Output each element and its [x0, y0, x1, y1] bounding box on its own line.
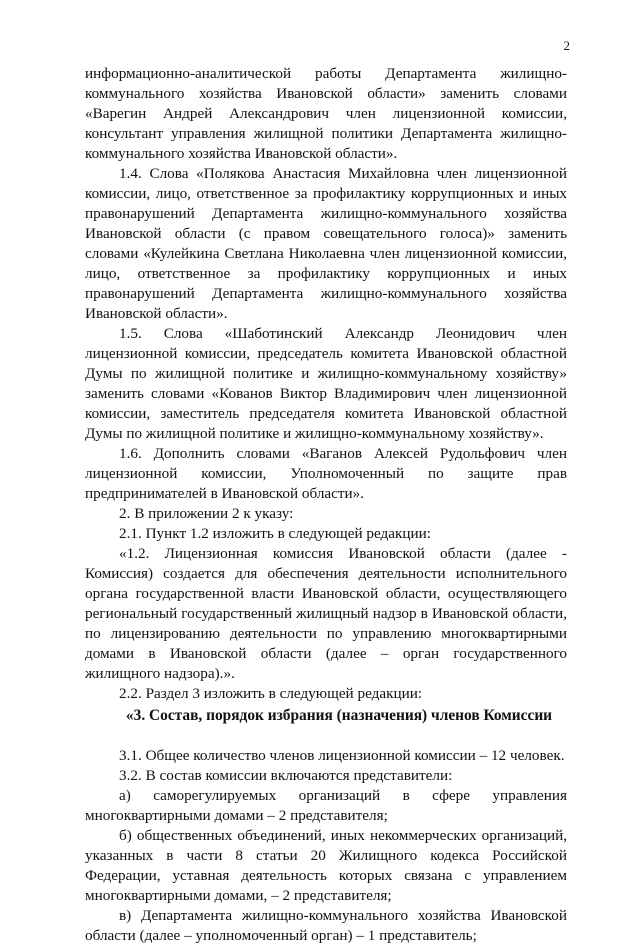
paragraph-item-2: 2. В приложении 2 к указу: [119, 505, 294, 522]
paragraph-quote-1-2: «1.2. Лицензионная комиссия Ивановской области (далее - Комиссия) создается для обеспечения деятельности исполнительного органа государственной власти Ивановской области, осуществляющего региональный государственный жилищный надзор в Ивановской области, по лицензированию деятельности по управлению многоквартирными домами в Ивановской области (далее – орган государственного жилищного надзора).». [85, 545, 567, 682]
paragraph-item-1-6: 1.6. Дополнить словами «Ваганов Алексей Рудольфович член лицензионной комиссии, Уполномоченный по защите прав предпринимателей в Ивановской области». [85, 445, 567, 502]
paragraph-item-3-1: 3.1. Общее количество членов лицензионной комиссии – 12 человек. [119, 747, 565, 764]
document-body [85, 64, 567, 946]
paragraph-continuation: информационно-аналитической работы Департамента жилищно-коммунального хозяйства Ивановской области» заменить словами «Варегин Андрей Александрович член лицензионной комиссии, консультант управления жилищной политики Департамента жилищно-коммунального хозяйства Ивановской области». [85, 65, 567, 162]
paragraph-item-3-2: 3.2. В состав комиссии включаются представители: [119, 767, 453, 784]
page-number: 2 [563, 38, 570, 53]
section-heading: «3. Состав, порядок избрания (назначения) членов Комиссии [125, 707, 553, 724]
paragraph-item-2-2: 2.2. Раздел 3 изложить в следующей редакции: [119, 685, 423, 702]
paragraph-item-a: а) саморегулируемых организаций в сфере управления многоквартирными домами – 2 представителя; [85, 787, 567, 824]
paragraph-item-b: б) общественных объединений, иных некоммерческих организаций, указанных в части 8 статьи 20 Жилищного кодекса Российской Федерации, уставная деятельность которых связана с управлением многоквартирными домами, – 2 представителя; [85, 827, 567, 904]
paragraph-item-1-5: 1.5. Слова «Шаботинский Александр Леонидович член лицензионной комиссии, председатель комитета Ивановской областной Думы по жилищной политике и жилищно-коммунальному хозяйству» заменить словами «Кованов Виктор Владимирович член лицензионной комиссии, заместитель председателя комитета Ивановской областной Думы по жилищной политике и жилищно-коммунальному хозяйству». [85, 325, 567, 442]
paragraph-item-1-4: 1.4. Слова «Полякова Анастасия Михайловна член лицензионной комиссии, лицо, ответственное за профилактику коррупционных и иных правонарушений Департамента жилищно-коммунального хозяйства Ивановской области (с правом совещательного голоса)» заменить словами «Кулейкина Светлана Николаевна член лицензионной комиссии, лицо, ответственное за профилактику коррупционных и иных правонарушений Департамента жилищно-коммунального хозяйства Ивановской области». [85, 165, 567, 322]
paragraph-item-v: в) Департамента жилищно-коммунального хозяйства Ивановской области (далее – уполномоченный орган) – 1 представитель; [85, 907, 567, 944]
blank-line [85, 726, 567, 746]
paragraph-item-2-1: 2.1. Пункт 1.2 изложить в следующей редакции: [119, 525, 432, 542]
